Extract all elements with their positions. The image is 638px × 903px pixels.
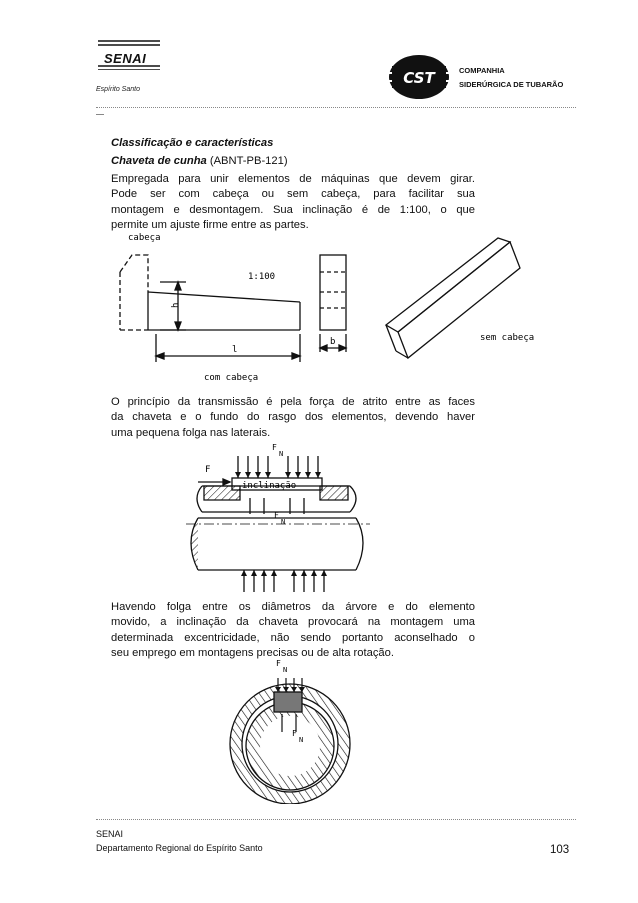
paragraph-line: montagem e desmontagem. Sua inclinação é de 1:100, o que	[111, 203, 475, 216]
figure-wedge-key	[108, 228, 548, 388]
label-h: h	[171, 302, 181, 308]
cst-logo-graphic	[388, 54, 450, 100]
paragraph-line: Havendo folga entre os diâmetros da árvore e do elemento	[111, 601, 475, 613]
subtitle-bold: Chaveta de cunha	[111, 155, 207, 167]
cst-logo	[388, 54, 450, 100]
normal-force-arrows-bottom	[244, 570, 324, 592]
footer-divider	[96, 819, 576, 820]
normal-force-label-top: F	[276, 659, 281, 668]
senai-logo	[96, 38, 162, 82]
label-l: l	[232, 345, 238, 355]
company-line-1: COMPANHIA	[459, 66, 505, 75]
company-line-2: SIDERÚRGICA DE TUBARÃO	[459, 80, 564, 89]
header-tick	[96, 114, 104, 115]
normal-force-sub-top: N	[283, 666, 288, 674]
paragraph-line: Empregada para unir elementos de máquinas que devem girar.	[111, 173, 475, 185]
senai-logo-text: SENAI	[104, 51, 147, 66]
paragraph-line: O princípio da transmissão é pela força de atrito entre as faces	[111, 396, 475, 408]
paragraph-line: determinada excentricidade, não sendo portanto aconselhado o	[111, 631, 475, 644]
paragraph-2	[111, 395, 475, 441]
figure-cross-section	[218, 656, 360, 804]
label-slope: 1:100	[248, 272, 276, 282]
footer-org: SENAI	[96, 829, 124, 839]
paragraph-1	[111, 172, 475, 234]
region-label: Espírito Santo	[96, 86, 140, 93]
footer-department: Departamento Regional do Espírito Santo	[96, 843, 263, 853]
section-subtitle	[111, 155, 288, 167]
normal-force-sub-center: N	[299, 736, 304, 744]
force-label: F	[205, 465, 211, 475]
paragraph-line: da chaveta e o fundo do rasgo dos elementos, devendo haver	[111, 411, 475, 424]
normal-force-arrows-top	[238, 456, 318, 478]
header-divider	[96, 107, 576, 108]
cst-logo-text: CST	[403, 69, 435, 87]
paragraph-line: seu emprego em montagens precisas ou de alta rotação.	[111, 647, 394, 660]
normal-force-label-top: F	[272, 443, 277, 452]
normal-force-label-mid: F	[274, 511, 279, 520]
figure-key-assembly	[180, 442, 380, 600]
label-b: b	[330, 337, 336, 347]
label-head: cabeça	[128, 233, 161, 243]
caption-without-head: sem cabeça	[480, 333, 535, 343]
paragraph-line: permite um ajuste firme entre as partes.	[111, 219, 309, 232]
page-number: 103	[550, 844, 570, 856]
paragraph-3	[111, 600, 475, 662]
paragraph-line: movido, a inclinação da chaveta provocará na montagem uma	[111, 616, 475, 629]
section-title: Classificação e características	[111, 137, 274, 149]
paragraph-line: Pode ser com cabeça ou sem cabeça, para facilitar sua	[111, 188, 475, 201]
subtitle-rest: (ABNT-PB-121)	[209, 155, 288, 167]
normal-force-sub-top: N	[279, 450, 284, 458]
normal-force-sub-mid: N	[281, 518, 286, 526]
caption-with-head: com cabeça	[204, 373, 259, 383]
normal-force-label-center: F	[292, 729, 297, 738]
key-label: inclinação	[242, 481, 297, 491]
paragraph-line: uma pequena folga nas laterais.	[111, 426, 271, 439]
company-name	[459, 64, 563, 92]
